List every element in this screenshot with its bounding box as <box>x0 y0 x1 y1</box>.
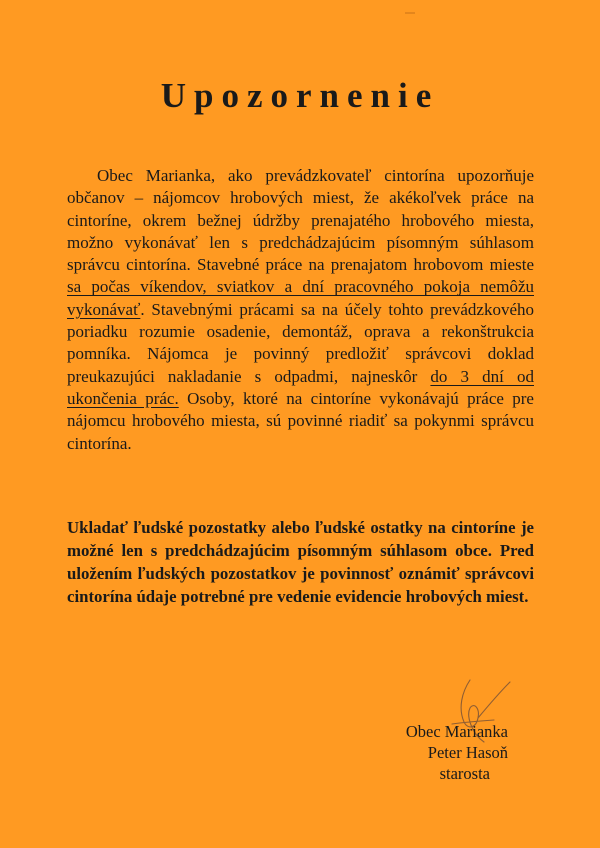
paragraph-text-3: Osoby, ktoré na cintoríne vykonávajú práce pre nájomcu hrobového miesta, sú povinné riadiť sa pokynmi správcu cintorína. <box>67 388 534 453</box>
signature-name: Peter Hasoň <box>427 743 508 762</box>
signature-municipality: Obec Marianka <box>405 722 508 741</box>
weekend-ban-text: sa počas víkendov, sviatkov a dní pracovného pokoja nemôžu vykonávať <box>67 277 534 319</box>
notice-paragraph <box>67 165 534 455</box>
paragraph-text-1: Obec Marianka, ako prevádzkovateľ cintorína upozorňuje občanov – nájomcov hrobových miest, že akékoľvek práce na cintoríne, okrem bežnej údržby prenajatého hrobového miesta, možno vykonávať len s predchádzajúcim písomným súhlasom správcu cintorína. Stavebné práce na prenajatom hrobovom mieste <box>67 166 534 275</box>
signature-block <box>378 721 508 784</box>
paragraph-text-2: . Stavebnými prácami sa na účely tohto prevádzkového poriadku rozumie osadenie, demontáž, oprava a rekonštrukcia pomníka. Nájomca je povinný predložiť správcovi doklad preukazujúci nakladanie s odpadmi, najneskôr <box>67 299 534 386</box>
notice-body <box>67 165 534 455</box>
page-title: Upozornenie <box>160 76 440 115</box>
signature-role: starosta <box>439 764 490 783</box>
deadline-text: do 3 dní od ukončenia prác. <box>67 366 534 408</box>
scan-artifact <box>405 12 415 14</box>
burial-consent-paragraph: Ukladať ľudské pozostatky alebo ľudské ostatky na cintoríne je možné len s predchádzajúcim písomným súhlasom obce. Pred uložením ľudských pozostatkov je povinnosť oznámiť správcovi cintorína údaje potrebné pre vedenie evidencie hrobových miest. <box>67 518 534 606</box>
